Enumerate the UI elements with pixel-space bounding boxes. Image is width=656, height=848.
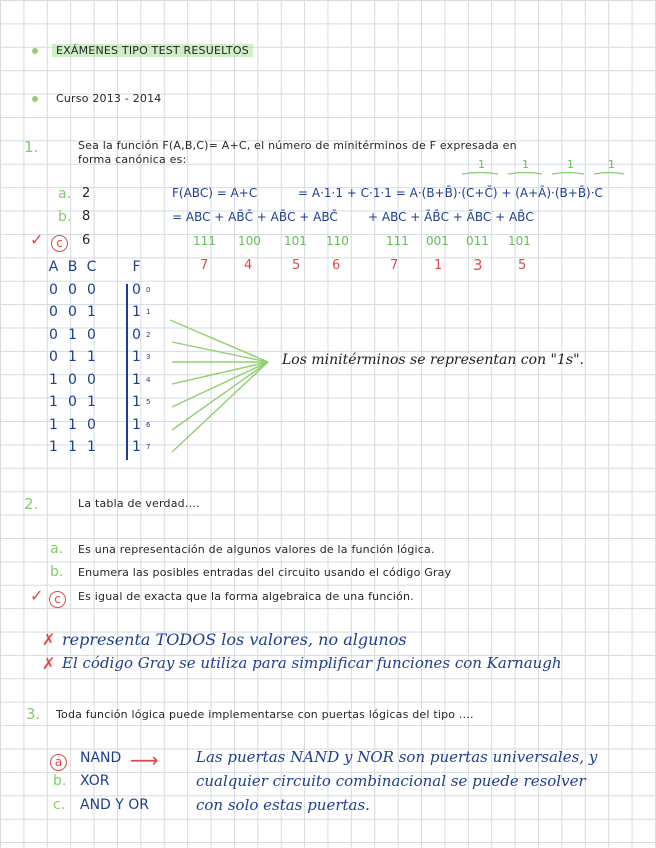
explanation-line2: cualquier circuito combinacional se puede resolver: [196, 772, 586, 790]
minterm-connector-lines: [150, 300, 280, 460]
minterm-binary: 110: [326, 234, 349, 248]
q2-option-b-letter: b.: [50, 564, 64, 580]
minterm-decimal: 1: [434, 258, 443, 273]
minterm-binary: 001: [426, 234, 449, 248]
tt-header-b: B: [67, 259, 78, 276]
minterm-binary: 101: [284, 234, 307, 248]
minterm-binary: 100: [238, 234, 261, 248]
q2-option-c-text: Es igual de exacta que la forma algebraica de una función.: [78, 590, 414, 603]
minterm-decimal: 5: [518, 258, 527, 273]
q1-option-b-text: 8: [82, 209, 91, 224]
cross-mark-icon: ✗: [42, 654, 56, 673]
correction-1: representa TODOS los valores, no algunos: [62, 630, 407, 649]
q3-option-a-letter: a: [50, 751, 67, 771]
explanation-line3: con solo estas puertas.: [196, 796, 370, 814]
minterm-decimal: 3: [473, 256, 483, 274]
minterm-binary: 011: [466, 234, 489, 248]
overbar-strokes: [460, 170, 630, 178]
table-row: 0 1 1 1 3: [49, 349, 151, 366]
page-title: EXÁMENES TIPO TEST RESUELTOS: [52, 44, 253, 57]
correction-2: El código Gray se utiliza para simplificar funciones con Karnaugh: [62, 654, 562, 672]
question-2-prompt: La tabla de verdad....: [78, 497, 200, 510]
expression-line2b: + ABC + ĀB̄C + ĀBC + AB̄C: [368, 210, 534, 224]
course-label: Curso 2013 - 2014: [56, 92, 162, 105]
table-row: 1 0 1 1 5: [49, 394, 151, 411]
question-2-number: 2.: [24, 495, 39, 513]
expression-line2a: = ABC + AB̄C̄ + AB̄C + ABC̄: [172, 210, 338, 224]
tt-header-c: C: [86, 259, 97, 276]
expression-line1b: = A·1·1 + C·1·1 = A·(B+B̄)·(C+C̄) + (A+Ā)·(B+B̄)·C: [298, 186, 603, 200]
q2-option-a-letter: a.: [50, 541, 64, 557]
question-3-prompt: Toda función lógica puede implementarse con puertas lógicas del tipo ....: [56, 708, 474, 721]
overbar-one: 1: [522, 158, 529, 171]
q1-option-a-text: 2: [82, 186, 91, 201]
q3-option-b-text: XOR: [80, 773, 110, 789]
check-mark-icon: ✓: [30, 586, 44, 605]
q1-option-a-letter: a.: [58, 186, 72, 202]
q3-option-c-letter: c.: [53, 797, 66, 813]
bullet-dot: [32, 96, 38, 102]
truth-table: [44, 256, 165, 459]
minterm-decimal: 4: [244, 258, 253, 273]
minterm-decimal: 6: [332, 258, 341, 273]
minterm-decimal: 7: [390, 258, 399, 273]
question-3-number: 3.: [26, 705, 41, 723]
q3-option-a-text: NAND: [80, 750, 122, 766]
minterm-binary: 101: [508, 234, 531, 248]
question-1-number: 1.: [24, 138, 39, 156]
overbar-one: 1: [608, 158, 615, 171]
q1-option-c-text: 6: [82, 233, 91, 248]
q1-option-b-letter: b.: [58, 209, 72, 225]
q3-option-b-letter: b.: [53, 773, 67, 789]
question-1-line1: Sea la función F(A,B,C)= A+C, el número de minitérminos de F expresada en: [78, 139, 517, 152]
cross-mark-icon: ✗: [42, 630, 56, 649]
minterm-binary: 111: [386, 234, 409, 248]
bullet-dot: [32, 48, 38, 54]
overbar-one: 1: [478, 158, 485, 171]
table-row: 0 0 1 1 1: [49, 304, 151, 321]
question-1-line2: forma canónica es:: [78, 153, 187, 166]
minterm-decimal: 7: [200, 258, 209, 273]
q3-option-c-text: AND Y OR: [80, 797, 150, 813]
expression-line1a: F(ABC) = A+C: [172, 186, 258, 200]
table-row: 0 0 0 0 0: [49, 281, 151, 298]
q1-option-c-letter: c: [51, 232, 68, 252]
table-row: 1 1 0 1 6: [49, 416, 151, 433]
overbar-one: 1: [567, 158, 574, 171]
explanation-line1: Las puertas NAND y NOR son puertas universales, y: [196, 748, 598, 766]
q2-option-b-text: Enumera las posibles entradas del circuito usando el código Gray: [78, 566, 452, 579]
q2-option-c-letter: c: [49, 588, 66, 608]
table-row: 1 1 1 1 7: [49, 439, 151, 456]
tt-header-f: F: [132, 259, 141, 276]
arrow-icon: ⟶: [130, 748, 159, 772]
minterm-note: Los minitérminos se representan con "1s".: [282, 352, 584, 368]
minterm-binary: 111: [193, 234, 216, 248]
check-mark-icon: ✓: [30, 230, 44, 249]
q2-option-a-text: Es una representación de algunos valores de la función lógica.: [78, 543, 435, 556]
table-row: 0 1 0 0 2: [49, 326, 151, 343]
table-divider: [126, 284, 128, 460]
minterm-decimal: 5: [292, 258, 301, 273]
tt-header-a: A: [48, 259, 59, 276]
table-row: 1 0 0 1 4: [49, 371, 151, 388]
